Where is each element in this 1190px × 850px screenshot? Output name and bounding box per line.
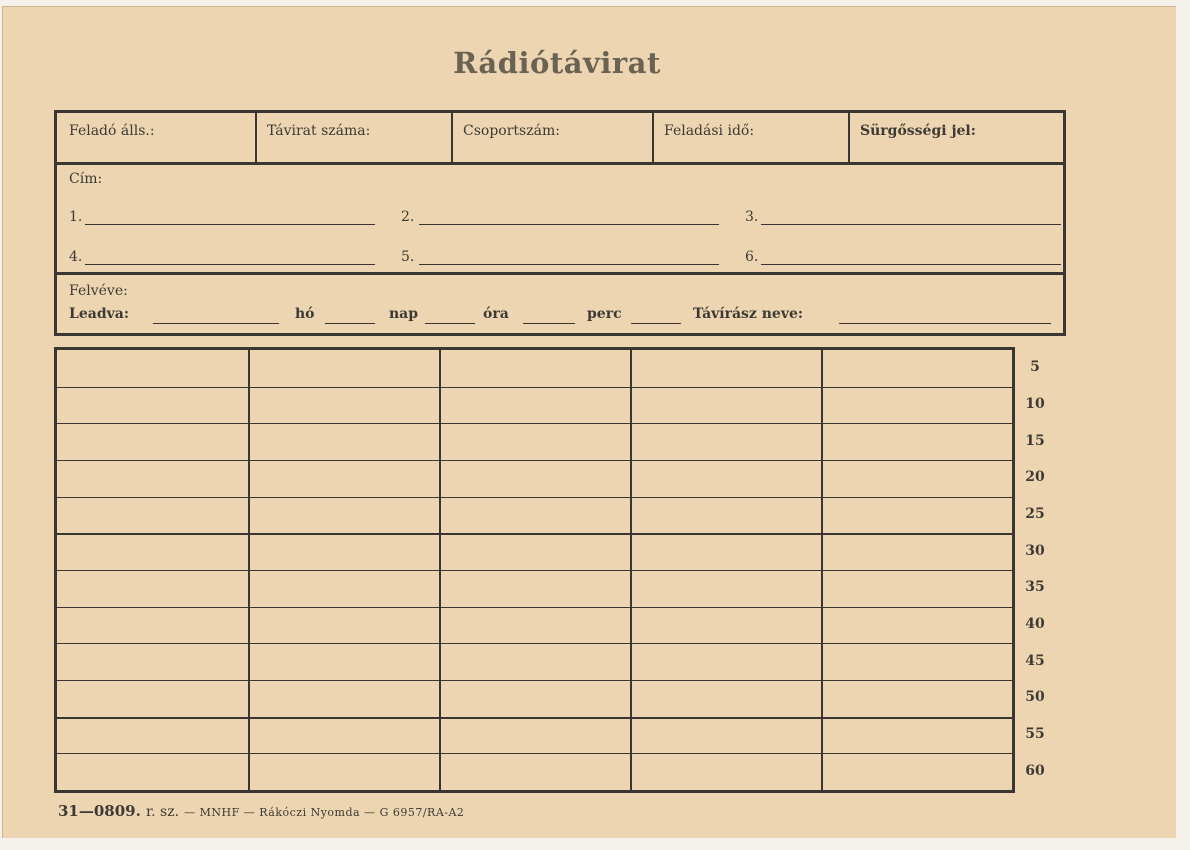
printer-info: — MNHF — Rákóczi Nyomda — G 6957/RA-A2 bbox=[184, 806, 465, 819]
row-number: 55 bbox=[1025, 726, 1045, 742]
blank-line bbox=[153, 323, 279, 324]
cell-divider bbox=[652, 113, 654, 162]
grid-row-divider bbox=[57, 423, 1012, 424]
submission-time-label: Feladási idő: bbox=[664, 123, 755, 139]
grid-row-divider bbox=[57, 607, 1012, 608]
form-code: 31—0809. bbox=[58, 802, 141, 820]
footer bbox=[58, 801, 464, 820]
address-number: 1. bbox=[69, 209, 83, 225]
blank-line bbox=[325, 323, 375, 324]
row-number: 20 bbox=[1025, 469, 1045, 485]
row-number: 45 bbox=[1025, 653, 1045, 669]
address-number: 5. bbox=[401, 249, 415, 265]
row-number: 5 bbox=[1030, 359, 1040, 375]
address-number: 6. bbox=[745, 249, 759, 265]
address-number: 4. bbox=[69, 249, 83, 265]
grid-row-divider bbox=[57, 680, 1012, 681]
address-line bbox=[761, 224, 1061, 225]
grid-row-divider bbox=[57, 533, 1012, 535]
message-grid bbox=[54, 347, 1015, 793]
row-number: 10 bbox=[1025, 396, 1045, 412]
row-number: 40 bbox=[1025, 616, 1045, 632]
grid-row-divider bbox=[57, 460, 1012, 461]
hour-label: óra bbox=[483, 306, 509, 322]
address-number: 2. bbox=[401, 209, 415, 225]
row-number: 25 bbox=[1025, 506, 1045, 522]
address-line bbox=[85, 224, 375, 225]
row-number: 50 bbox=[1025, 689, 1045, 705]
grid-row-divider bbox=[57, 753, 1012, 754]
grid-row-divider bbox=[57, 570, 1012, 571]
group-count-label: Csoportszám: bbox=[463, 123, 560, 139]
sender-station-label: Feladó álls.: bbox=[69, 123, 155, 139]
telegram-number-label: Távirat száma: bbox=[267, 123, 371, 139]
row-number: 60 bbox=[1025, 763, 1045, 779]
address-label: Cím: bbox=[69, 171, 103, 187]
grid-row-divider bbox=[57, 387, 1012, 388]
address-line bbox=[419, 224, 719, 225]
serial-label: r. sz. bbox=[145, 804, 180, 820]
row-number: 30 bbox=[1025, 543, 1045, 559]
cell-divider bbox=[848, 113, 850, 162]
sent-label: Leadva: bbox=[69, 306, 129, 322]
urgency-label: Sürgősségi jel: bbox=[860, 123, 976, 139]
blank-line bbox=[839, 323, 1051, 324]
minute-label: perc bbox=[587, 306, 622, 322]
blank-line bbox=[523, 323, 575, 324]
address-line bbox=[419, 264, 719, 265]
address-line bbox=[85, 264, 375, 265]
address-line bbox=[761, 264, 1061, 265]
received-label: Felvéve: bbox=[69, 283, 128, 299]
operator-name-label: Távírász neve: bbox=[693, 306, 804, 322]
cell-divider bbox=[255, 113, 257, 162]
grid-row-divider bbox=[57, 643, 1012, 644]
header-box bbox=[54, 110, 1066, 336]
blank-line bbox=[631, 323, 681, 324]
grid-row-divider bbox=[57, 717, 1012, 719]
day-label: nap bbox=[389, 306, 419, 322]
telegram-form bbox=[2, 6, 1176, 838]
row-number: 15 bbox=[1025, 433, 1045, 449]
grid-row-divider bbox=[57, 497, 1012, 498]
row-number: 35 bbox=[1025, 579, 1045, 595]
address-number: 3. bbox=[745, 209, 759, 225]
blank-line bbox=[425, 323, 475, 324]
header-divider bbox=[57, 272, 1063, 275]
month-label: hó bbox=[295, 306, 315, 322]
cell-divider bbox=[451, 113, 453, 162]
form-title: Rádiótávirat bbox=[453, 46, 661, 80]
header-divider bbox=[57, 162, 1063, 165]
